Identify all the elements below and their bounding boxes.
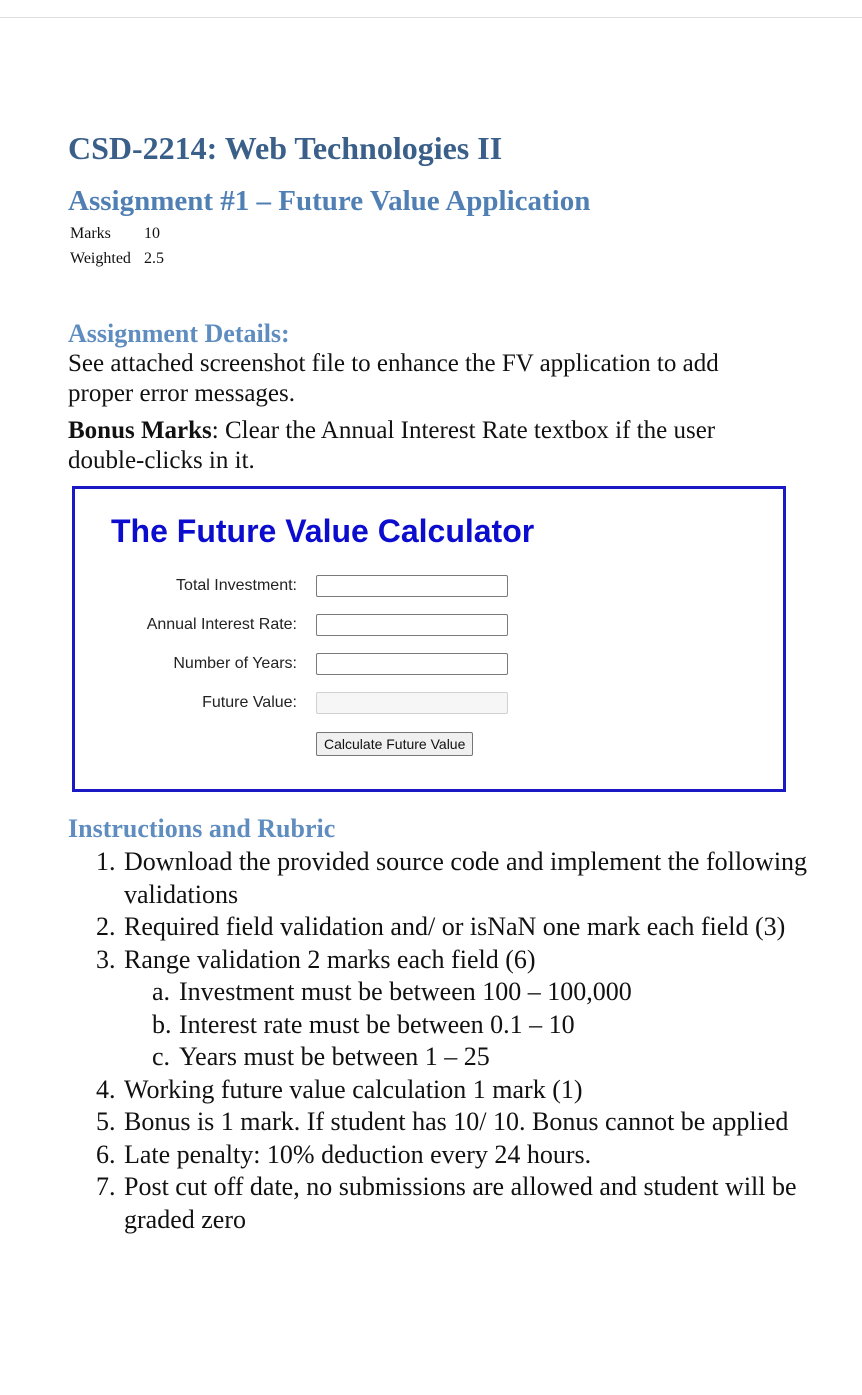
number-of-years-label: Number of Years: xyxy=(173,655,297,672)
instruction-item xyxy=(96,944,844,1074)
number-of-years-row xyxy=(75,653,783,677)
instruction-number: 5. xyxy=(96,1107,116,1136)
instruction-item xyxy=(96,846,844,911)
weighted-label: Weighted xyxy=(70,250,131,267)
instruction-item xyxy=(96,1171,844,1236)
assignment-details-text: See attached screenshot file to enhance the FV application to add proper error messages. xyxy=(68,350,719,407)
future-value-row xyxy=(75,692,783,716)
sub-item-letter: a. xyxy=(152,977,171,1006)
sub-item xyxy=(152,1009,844,1042)
instruction-number: 3. xyxy=(96,944,116,974)
instruction-text: Bonus is 1 mark. If student has 10/ 10. Bonus cannot be applied xyxy=(124,1107,789,1136)
top-divider xyxy=(0,17,862,18)
instruction-item xyxy=(96,911,844,944)
marks-value: 10 xyxy=(144,225,160,242)
course-title: CSD-2214: Web Technologies II xyxy=(68,130,503,166)
instruction-text: Post cut off date, no submissions are allowed and student will be graded zero xyxy=(124,1172,797,1234)
marks-row xyxy=(70,221,164,246)
total-investment-label: Total Investment: xyxy=(176,577,297,594)
marks-label: Marks xyxy=(70,225,111,242)
annual-interest-rate-label: Annual Interest Rate: xyxy=(146,616,297,633)
sub-item-text: Interest rate must be between 0.1 – 10 xyxy=(179,1009,575,1039)
future-value-output xyxy=(316,692,508,714)
instruction-number: 4. xyxy=(96,1074,116,1104)
annual-interest-rate-input[interactable] xyxy=(316,614,508,636)
total-investment-input[interactable] xyxy=(316,575,508,597)
instruction-item xyxy=(96,1139,844,1172)
instruction-item xyxy=(96,1106,844,1139)
sub-item-text: Investment must be between 100 – 100,000 xyxy=(179,977,632,1006)
instruction-number: 6. xyxy=(96,1139,116,1169)
sub-item-letter: b. xyxy=(152,1009,172,1039)
instruction-number: 2. xyxy=(96,912,116,941)
weighted-value: 2.5 xyxy=(144,250,164,267)
instruction-number: 1. xyxy=(96,847,116,876)
number-of-years-input[interactable] xyxy=(316,653,508,675)
marks-table xyxy=(70,221,164,271)
total-investment-row xyxy=(75,575,783,599)
sub-item-text: Years must be between 1 – 25 xyxy=(179,1042,490,1071)
sub-item xyxy=(152,976,844,1009)
annual-interest-rate-row xyxy=(75,614,783,638)
instruction-number: 7. xyxy=(96,1172,116,1201)
instructions-list xyxy=(68,846,844,1236)
bonus-marks-paragraph xyxy=(68,416,788,476)
instruction-text: Download the provided source code and implement the following validations xyxy=(124,847,808,909)
instruction-text: Late penalty: 10% deduction every 24 hours. xyxy=(124,1139,592,1169)
bonus-marks-label: Bonus Marks xyxy=(68,417,212,444)
range-validation-sublist xyxy=(124,976,844,1074)
sub-item-letter: c. xyxy=(152,1042,171,1071)
assignment-details-heading: Assignment Details: xyxy=(68,319,290,348)
instruction-item xyxy=(96,1074,844,1107)
sub-item xyxy=(152,1041,844,1074)
instructions-heading: Instructions and Rubric xyxy=(68,814,336,843)
fv-calculator-screenshot xyxy=(72,486,786,792)
instruction-text: Required field validation and/ or isNaN one mark each field (3) xyxy=(124,912,786,941)
future-value-label: Future Value: xyxy=(202,694,297,711)
instruction-text: Range validation 2 marks each field (6) xyxy=(124,944,536,974)
instruction-text: Working future value calculation 1 mark (1) xyxy=(124,1074,583,1104)
weighted-row xyxy=(70,246,164,271)
fv-calculator-title: The Future Value Calculator xyxy=(111,513,535,549)
assignment-title: Assignment #1 – Future Value Application xyxy=(68,185,591,217)
calculate-future-value-button[interactable]: Calculate Future Value xyxy=(316,732,473,756)
bonus-marks-text: : Clear the Annual Interest Rate textbox if the user double-clicks in it. xyxy=(68,417,716,474)
